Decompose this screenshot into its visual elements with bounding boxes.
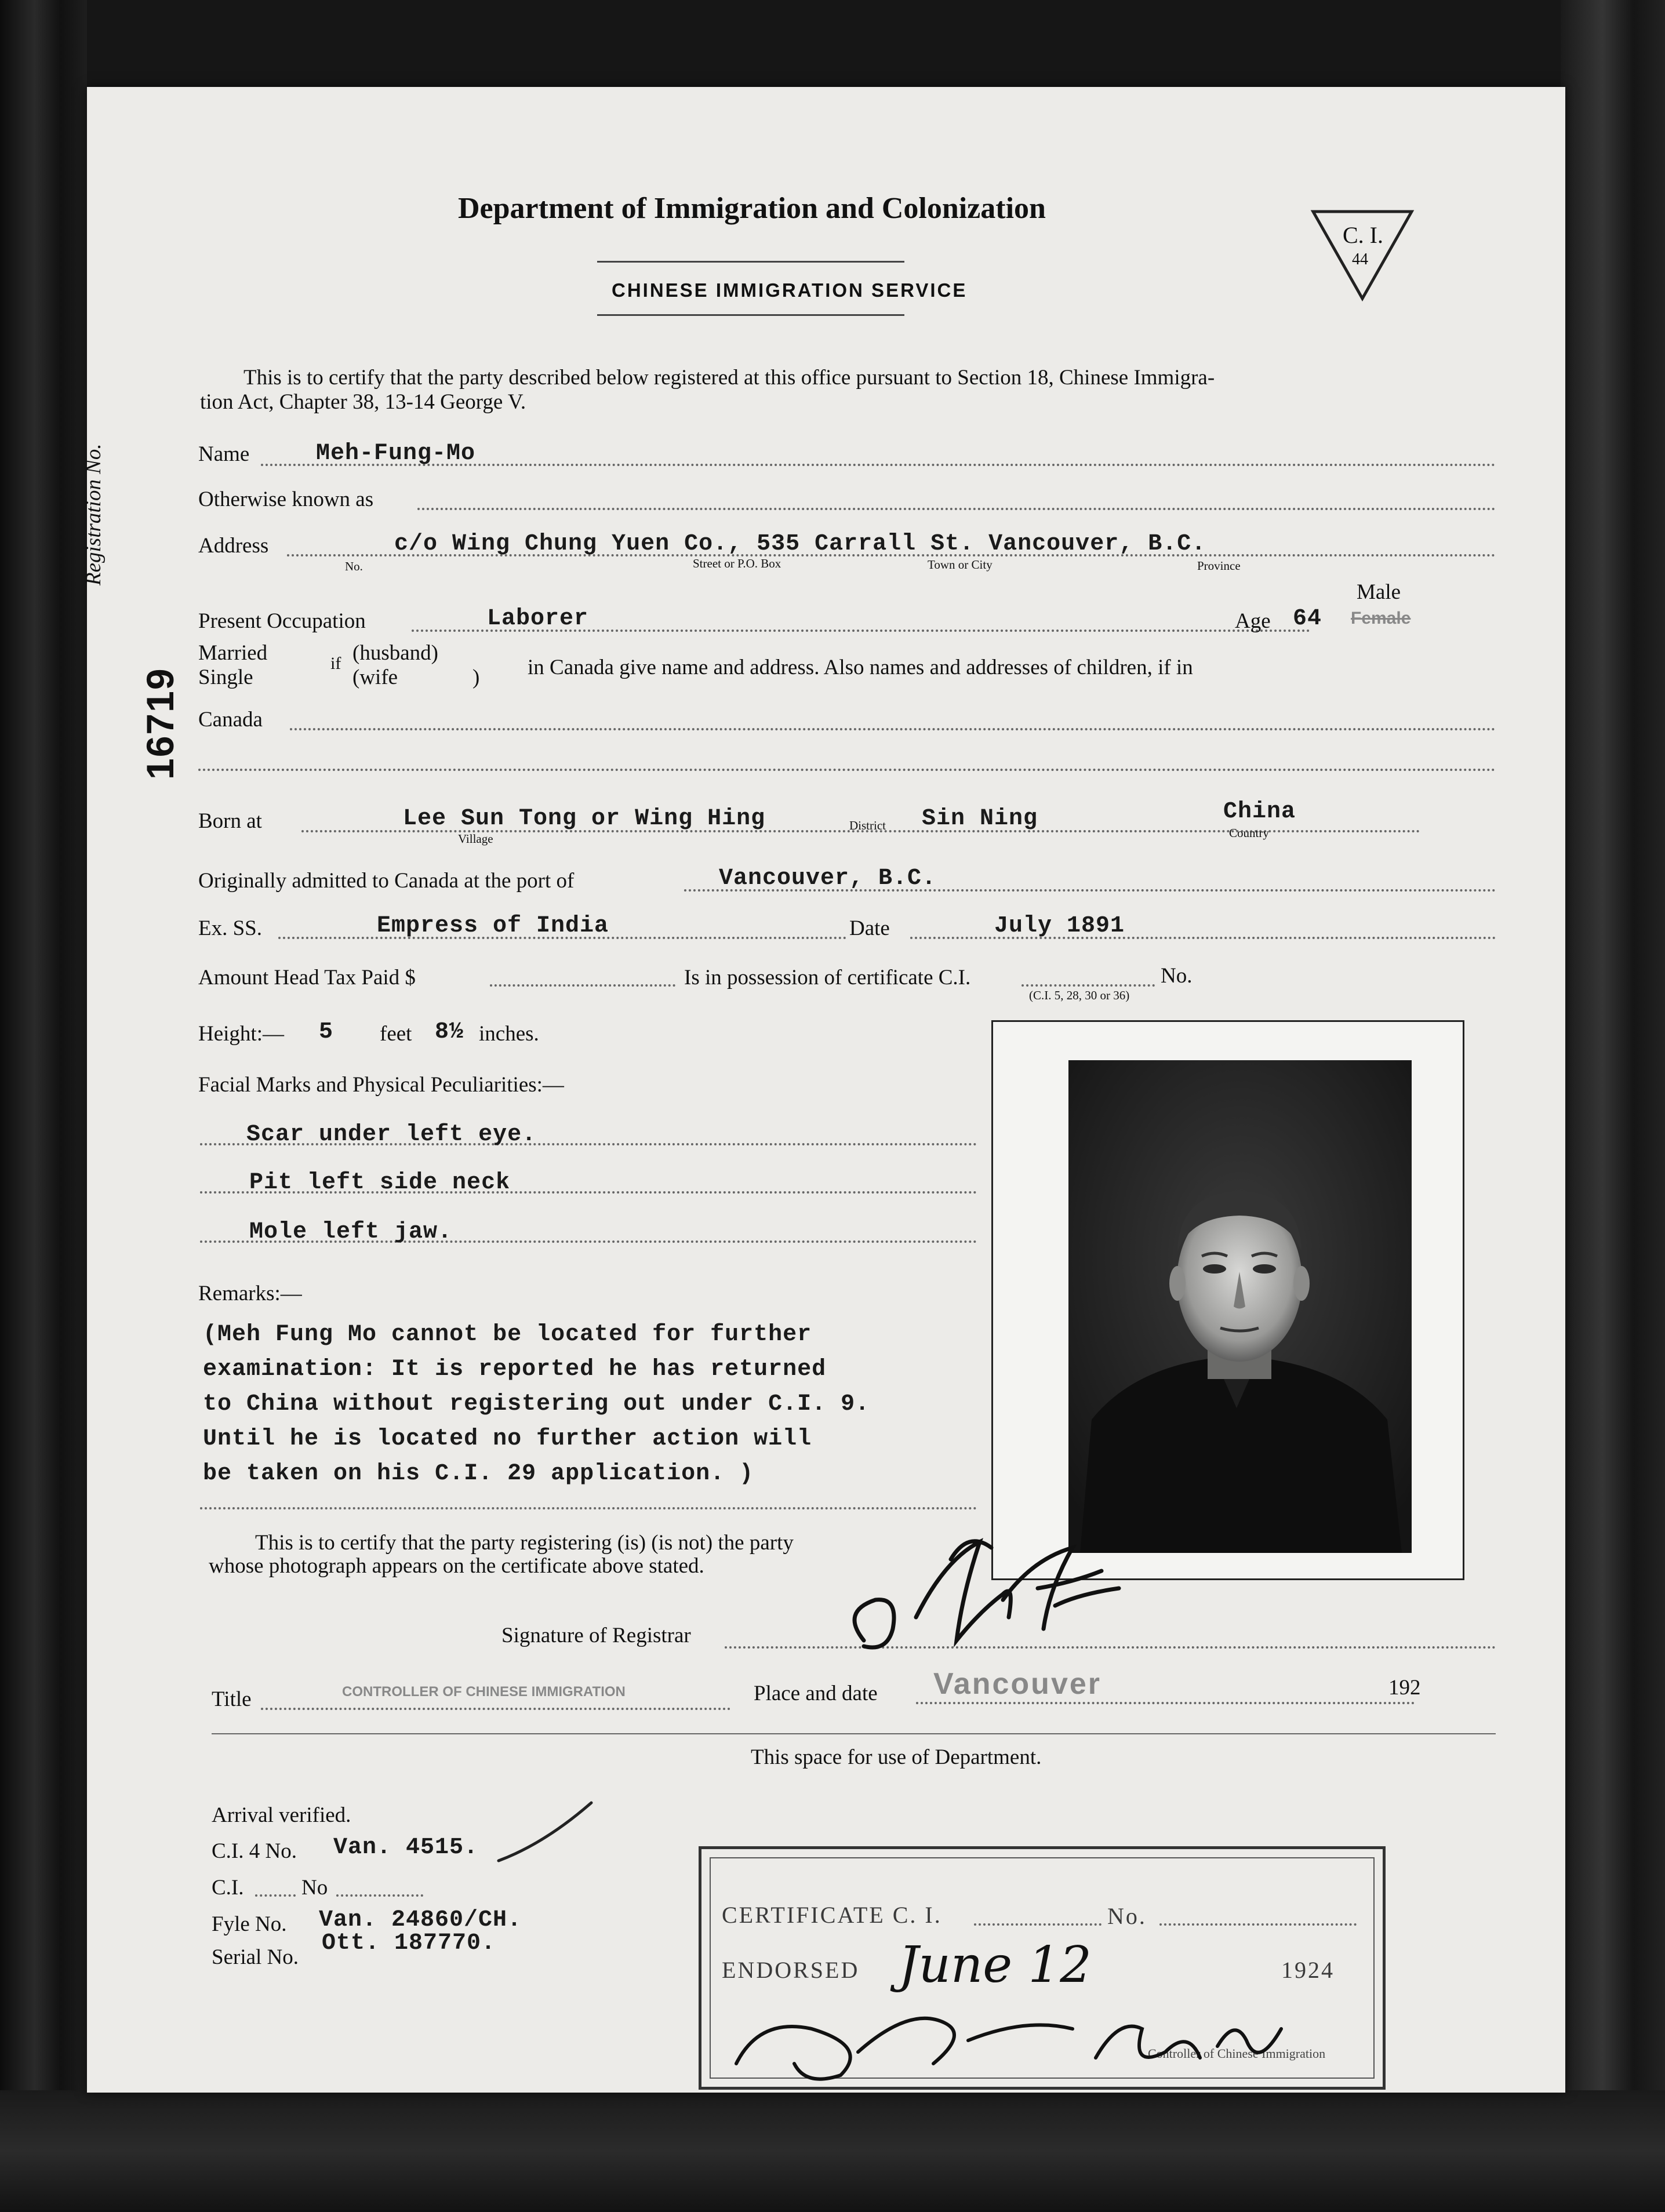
registration-form xyxy=(82,87,1565,2093)
remarks-line: be taken on his C.I. 29 application. ) xyxy=(203,1461,754,1487)
headtax-label: Amount Head Tax Paid $ xyxy=(198,966,416,989)
canada-line-2 xyxy=(198,769,1496,771)
divider xyxy=(212,1733,1496,1734)
born-district: Sin Ning xyxy=(922,806,1038,832)
photo-cert-line2: whose photograph appears on the certificate above stated. xyxy=(209,1554,704,1578)
form-number-top: C. I. xyxy=(1343,222,1383,248)
title-stamp: CONTROLLER OF CHINESE IMMIGRATION xyxy=(342,1684,626,1700)
form-number-bottom: 44 xyxy=(1352,250,1368,268)
possession-no-label: No. xyxy=(1161,964,1193,988)
stamp-year: 1924 xyxy=(1281,1957,1335,1983)
registrar-signature xyxy=(829,1525,1154,1669)
stamp-endorsed-date: June 12 xyxy=(899,1936,1092,1994)
ci-no-line xyxy=(336,1894,423,1897)
in-canada-text: in Canada give name and address. Also names and addresses of children, if in xyxy=(528,656,1193,679)
age-label: Age xyxy=(1235,609,1271,633)
name-label: Name xyxy=(198,442,250,466)
sex-female: Female xyxy=(1351,609,1411,628)
address-sub-street: Street or P.O. Box xyxy=(693,556,781,570)
heading-rule-top xyxy=(597,261,904,263)
place-date-label: Place and date xyxy=(754,1682,878,1705)
film-border-left xyxy=(0,0,87,2212)
canada-line-1 xyxy=(290,728,1496,730)
serial-value: Ott. 187770. xyxy=(322,1930,496,1956)
tick-mark-icon xyxy=(493,1797,597,1867)
serial-label: Serial No. xyxy=(212,1945,299,1969)
otherwise-label: Otherwise known as xyxy=(198,487,374,511)
fyle-label: Fyle No. xyxy=(212,1912,287,1936)
stamp-cert-line xyxy=(974,1923,1101,1926)
department-heading: Department of Immigration and Colonization xyxy=(458,192,1046,225)
registration-number: 16719 xyxy=(139,667,181,780)
born-district-sub: District xyxy=(849,818,886,832)
title-line xyxy=(261,1708,730,1710)
ci-options: (C.I. 5, 28, 30 or 36) xyxy=(1029,988,1130,1002)
stamp-controller: Controller of Chinese Immigration xyxy=(1148,2046,1326,2061)
mark-item: Mole left jaw. xyxy=(249,1219,453,1245)
height-inches: 8½ xyxy=(435,1019,464,1045)
stamp-no-label: No. xyxy=(1107,1903,1147,1929)
sex-male: Male xyxy=(1357,580,1401,604)
inches-label: inches. xyxy=(479,1022,539,1046)
port-value: Vancouver, B.C. xyxy=(719,865,937,892)
feet-label: feet xyxy=(380,1022,412,1046)
service-heading: CHINESE IMMIGRATION SERVICE xyxy=(612,279,968,301)
mark-item: Pit left side neck xyxy=(249,1170,511,1196)
title-label: Title xyxy=(212,1687,252,1711)
endorsement-stamp xyxy=(699,1846,1386,2090)
remarks-line-end xyxy=(200,1507,977,1509)
if-label: if xyxy=(330,654,341,673)
otherwise-line xyxy=(417,508,1496,510)
husband-label: (husband) xyxy=(352,641,438,665)
film-border-bottom xyxy=(0,2090,1665,2212)
remarks-line: (Meh Fung Mo cannot be located for further xyxy=(203,1322,812,1348)
name-value: Meh-Fung-Mo xyxy=(316,441,476,467)
place-date-line xyxy=(916,1702,1415,1704)
remarks-line: to China without registering out under C.I. 9. xyxy=(203,1391,870,1417)
signature-label: Signature of Registrar xyxy=(501,1624,691,1647)
endorsement-signature xyxy=(725,1994,1362,2087)
height-feet: 5 xyxy=(319,1019,334,1045)
occupation-value: Laborer xyxy=(487,606,589,632)
photo-cert-line1: This is to certify that the party registering (is) (is not) the party xyxy=(255,1531,794,1555)
ci4-label: C.I. 4 No. xyxy=(212,1839,297,1863)
ss-label: Ex. SS. xyxy=(198,916,263,940)
certify-text-line2: tion Act, Chapter 38, 13-14 George V. xyxy=(200,390,526,414)
film-border-right xyxy=(1561,0,1665,2212)
date-label: Date xyxy=(849,916,890,940)
arrival-verified: Arrival verified. xyxy=(212,1803,351,1827)
single-label: Single xyxy=(198,665,253,689)
born-country: China xyxy=(1223,799,1296,825)
address-sub-no: No. xyxy=(345,559,363,573)
remarks-line: examination: It is reported he has returned xyxy=(203,1356,827,1382)
remarks-line: Until he is located no further action will xyxy=(203,1426,812,1452)
fyle-value: Van. 24860/CH. xyxy=(319,1907,522,1933)
stamp-no-line xyxy=(1159,1923,1357,1926)
headtax-line xyxy=(490,984,675,987)
ci-label: C.I. xyxy=(212,1876,244,1900)
portrait-image xyxy=(1068,1060,1412,1553)
mark-item: Scar under left eye. xyxy=(246,1122,537,1148)
born-label: Born at xyxy=(198,809,262,833)
canada-label: Canada xyxy=(198,708,263,732)
marks-label: Facial Marks and Physical Peculiarities:— xyxy=(198,1073,564,1097)
age-value: 64 xyxy=(1293,606,1322,632)
ci-no-label: No xyxy=(301,1876,328,1900)
wife-label: (wife xyxy=(352,665,398,689)
born-village-sub: Village xyxy=(458,832,493,846)
year-prefix: 192 xyxy=(1388,1676,1421,1700)
married-label: Married xyxy=(198,641,268,665)
born-country-sub: Country xyxy=(1229,826,1269,840)
height-label: Height:— xyxy=(198,1022,284,1046)
certify-text-line1: This is to certify that the party described below registered at this office pursuant to Section 18, Chinese Immigra- xyxy=(243,366,1215,390)
address-value: c/o Wing Chung Yuen Co., 535 Carrall St. Vancouver, B.C. xyxy=(394,531,1206,557)
address-label: Address xyxy=(198,534,269,558)
port-label: Originally admitted to Canada at the port of xyxy=(198,869,575,893)
remarks-label: Remarks:— xyxy=(198,1282,302,1305)
ci4-value: Van. 4515. xyxy=(333,1835,479,1861)
date-value: July 1891 xyxy=(994,913,1125,939)
address-sub-town: Town or City xyxy=(928,558,993,572)
occupation-label: Present Occupation xyxy=(198,609,366,633)
possession-line xyxy=(1021,984,1155,987)
registration-label: Registration No. xyxy=(82,443,106,585)
wife-close: ) xyxy=(472,665,480,689)
born-village: Lee Sun Tong or Wing Hing xyxy=(403,806,766,832)
heading-rule-bottom xyxy=(597,314,904,316)
applicant-photo xyxy=(1068,1060,1412,1553)
ss-value: Empress of India xyxy=(377,913,609,939)
possession-label: Is in possession of certificate C.I. xyxy=(684,966,971,989)
stamp-certificate-label: CERTIFICATE C. I. xyxy=(722,1902,942,1928)
ci-line xyxy=(255,1894,296,1897)
place-value: Vancouver xyxy=(933,1667,1102,1701)
address-sub-province: Province xyxy=(1197,559,1241,573)
stamp-endorsed-label: ENDORSED xyxy=(722,1957,860,1983)
department-space-label: This space for use of Department. xyxy=(751,1745,1042,1769)
form-number-badge xyxy=(1310,209,1415,301)
photo-frame xyxy=(991,1020,1464,1580)
